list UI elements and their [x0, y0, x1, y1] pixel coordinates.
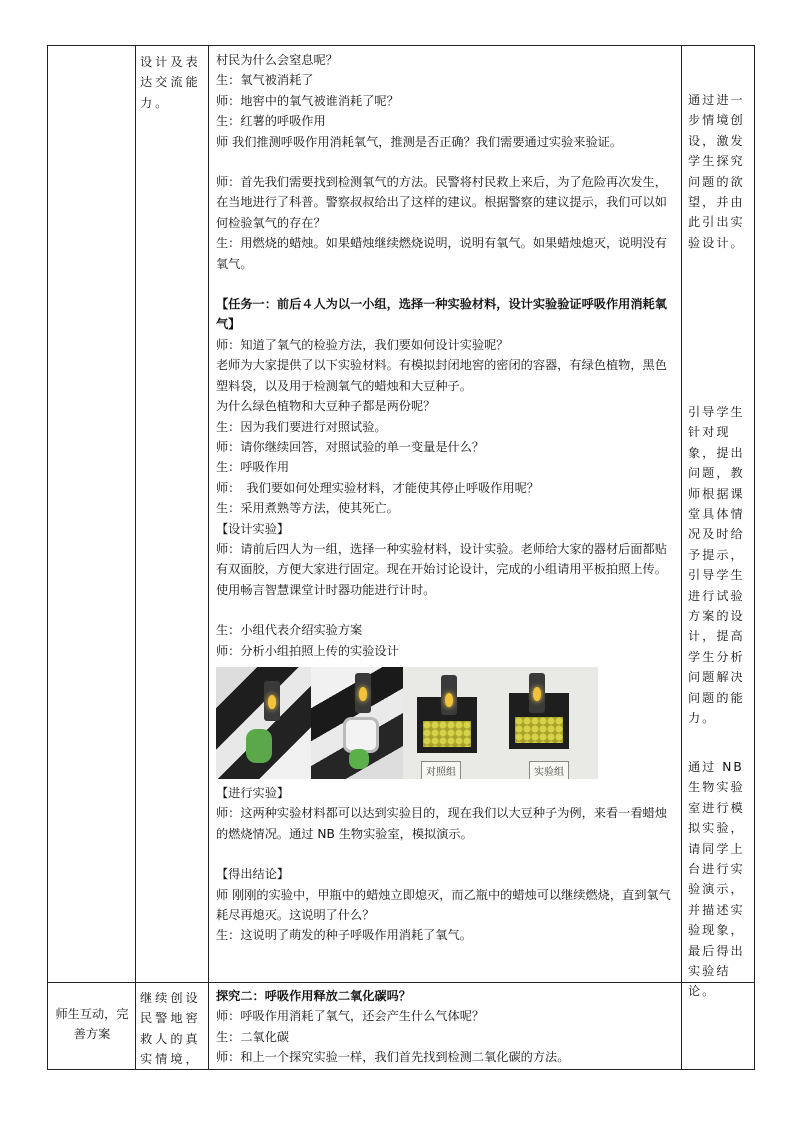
- text-line: 老师为大家提供了以下实验材料。有模拟封闭地窖的密闭的容器，有绿色植物，黑色塑料袋，以及用于检测氧气的蜡烛和大豆种子。: [216, 358, 667, 393]
- text-line: 师：首先我们需要找到检测氧气的方法。民警将村民救上来后，为了危险再次发生，在当地进行了科普。警察叔叔给出了这样的建议。根据警察的建议提示，我们可以如何检验氧气的存在？: [216, 175, 667, 230]
- spacer: [216, 152, 678, 172]
- text-line: 师：请你继续回答，对照试验的单一变量是什么？: [216, 439, 485, 454]
- text-line: 生：这说明了萌发的种子呼吸作用消耗了氧气。: [216, 928, 472, 943]
- text-line: 【设计实验】: [216, 521, 290, 536]
- text-line: 师： 我们要如何处理实验材料，才能使其停止呼吸作用呢？: [216, 480, 539, 495]
- row1-process: [216, 50, 678, 946]
- text-line: 【进行实验】: [216, 785, 290, 800]
- row2-stage: 师生互动，完善方案: [55, 1007, 129, 1042]
- photo-plant-setup-2: [311, 667, 403, 779]
- text-line: 师：分析小组拍照上传的实验设计: [216, 643, 399, 658]
- text-line: 师：知道了氧气的检验方法，我们要如何设计实验呢？: [216, 337, 509, 352]
- row1-note-2: 引导学生针对现象，提出问题，教师根据课堂具体情况及时给予提示，引导学生进行试验方案的设计，提高学生分析问题解决问题的能力。: [688, 405, 745, 726]
- lesson-table: [47, 45, 755, 1070]
- label-control-group: 对照组: [421, 761, 461, 779]
- text-line: 生：红薯的呼吸作用: [216, 114, 326, 129]
- text-line: 师 我们推测呼吸作用消耗氧气，推测是否正确？我们需要通过实验来验证。: [216, 134, 623, 149]
- row2-process: [216, 986, 678, 1068]
- spacer: [216, 600, 678, 620]
- text-line: 生：采用煮熟等方法，使其死亡。: [216, 501, 399, 516]
- photo-seed-setup: [403, 667, 598, 779]
- text-line: 生：因为我们要进行对照试验。: [216, 419, 387, 434]
- text-line: 探究二：呼吸作用释放二氧化碳吗？: [216, 989, 411, 1003]
- text-line: 师：地窖中的氧气被谁消耗了呢？: [216, 93, 399, 108]
- row1-note-3: 通过 NB 生物实验室进行模拟实验，请同学上台进行实验演示，并描述实验现象，最后得出实验结论。: [688, 760, 745, 999]
- text-line: 生：小组代表介绍实验方案: [216, 623, 363, 638]
- row1-goal: 设计及表达交流能力。: [140, 55, 201, 110]
- experiment-photos: [216, 667, 598, 779]
- text-line: 生：氧气被消耗了: [216, 73, 314, 88]
- text-line: 师：呼吸作用消耗了氧气，还会产生什么气体呢？: [216, 1009, 485, 1024]
- text-line: 生：呼吸作用: [216, 460, 290, 475]
- text-line: 师 刚刚的实验中，甲瓶中的蜡烛立即熄灭，而乙瓶中的蜡烛可以继续燃烧，直到氧气耗尽再熄灭。这说明了什么？: [216, 887, 671, 922]
- text-line: 生：二氧化碳: [216, 1029, 290, 1044]
- spacer: [216, 274, 678, 294]
- text-line: 【任务一：前后４人为以一小组，选择一种实验材料，设计实验验证呼吸作用消耗氧气】: [216, 297, 667, 332]
- text-line: 村民为什么会窒息呢？: [216, 53, 338, 67]
- text-line: 生：用燃烧的蜡烛。如果蜡烛继续燃烧说明，说明有氧气。如果蜡烛熄灭，说明没有氧气。: [216, 236, 667, 271]
- label-experiment-group: 实验组: [529, 761, 569, 779]
- row1-note-1: 通过进一步情境创设，激发学生探究问题的欲望，并由此引出实验设计。: [688, 93, 745, 250]
- text-line: 师：和上一个探究实验一样，我们首先找到检测二氧化碳的方法。: [216, 1050, 570, 1065]
- text-line: 师：请前后四人为一组，选择一种实验材料，设计实验。老师给大家的器材后面都贴有双面胶，方便大家进行固定。现在开始讨论设计，完成的小组请用平板拍照上传。使用畅言智慧课堂计时器功能进行计时。: [216, 541, 667, 597]
- text-line: 【得出结论】: [216, 867, 290, 882]
- photo-plant-setup: [216, 667, 311, 779]
- row2-goal: 继续创设民警地窖救人的真实情境，: [140, 991, 201, 1067]
- spacer: [216, 844, 678, 864]
- text-line: 为什么绿色植物和大豆种子都是两份呢？: [216, 399, 436, 414]
- text-line: 师：这两种实验材料都可以达到实验目的，现在我们以大豆种子为例，来看一看蜡烛的燃烧情况。通过 NB 生物实验室，模拟演示。: [216, 806, 667, 841]
